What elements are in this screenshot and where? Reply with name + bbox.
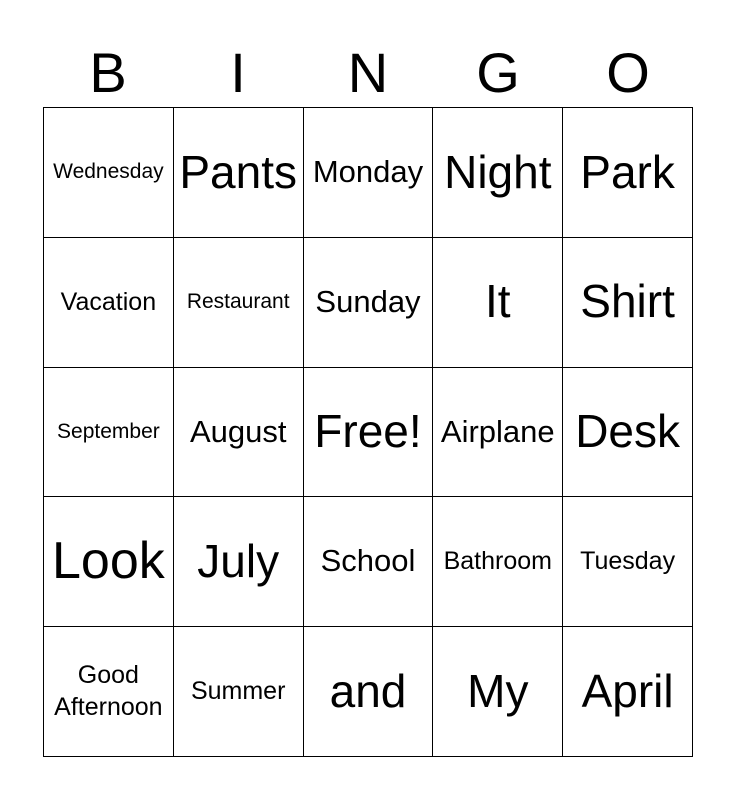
cell-label: Look: [52, 532, 165, 591]
cell-label: Shirt: [580, 275, 675, 328]
bingo-cell-r1c2[interactable]: [174, 108, 304, 238]
cell-label: Bathroom: [443, 547, 552, 576]
cell-label: Park: [580, 145, 675, 198]
cell-label: Night: [444, 145, 552, 198]
bingo-cell-r5c2[interactable]: [174, 627, 304, 757]
bingo-board: [43, 107, 693, 757]
bingo-cell-r2c3[interactable]: [304, 238, 434, 368]
bingo-cell-r2c2[interactable]: [174, 238, 304, 368]
cell-label: Wednesday: [53, 160, 164, 184]
cell-label: School: [320, 543, 416, 579]
header-letter-i: I: [230, 41, 246, 104]
bingo-cell-r4c5[interactable]: [563, 497, 693, 627]
bingo-cell-r4c2[interactable]: [174, 497, 304, 627]
cell-label: Monday: [312, 154, 424, 190]
bingo-cell-r5c5[interactable]: [563, 627, 693, 757]
cell-label: Tuesday: [580, 547, 676, 576]
header-letter-n: N: [347, 41, 389, 104]
bingo-cell-r4c1[interactable]: [44, 497, 174, 627]
bingo-cell-r5c3[interactable]: [304, 627, 434, 757]
header-letter-g: G: [476, 41, 520, 104]
header-letter-o: O: [606, 41, 650, 104]
cell-label: Vacation: [60, 287, 157, 316]
bingo-cell-r1c4[interactable]: [433, 108, 563, 238]
cell-label: Good Afternoon: [54, 661, 163, 721]
cell-label: It: [485, 275, 511, 328]
bingo-cell-r3c2[interactable]: [174, 368, 304, 498]
cell-label: and: [329, 664, 407, 717]
bingo-cell-r2c1[interactable]: [44, 238, 174, 368]
cell-label: Airplane: [440, 413, 555, 449]
cell-label: Pants: [179, 145, 298, 198]
cell-label: April: [581, 664, 674, 717]
bingo-cell-r1c5[interactable]: [563, 108, 693, 238]
cell-label: My: [467, 664, 529, 717]
bingo-cell-r1c3[interactable]: [304, 108, 434, 238]
cell-label: Summer: [190, 676, 286, 705]
header-letter-b: B: [89, 41, 127, 104]
bingo-cell-r4c4[interactable]: [433, 497, 563, 627]
bingo-cell-r3c5[interactable]: [563, 368, 693, 498]
bingo-cell-r3c4[interactable]: [433, 368, 563, 498]
bingo-cell-r2c4[interactable]: [433, 238, 563, 368]
cell-label: September: [57, 419, 160, 443]
cell-label: July: [197, 535, 280, 588]
bingo-cell-r2c5[interactable]: [563, 238, 693, 368]
bingo-header: [43, 40, 693, 106]
cell-label: Desk: [575, 405, 680, 458]
bingo-cell-r4c3[interactable]: [304, 497, 434, 627]
cell-label: August: [189, 413, 287, 449]
free-space-label: Free!: [314, 405, 422, 458]
bingo-cell-r5c1[interactable]: [44, 627, 174, 757]
cell-label: Restaurant: [186, 290, 290, 314]
bingo-cell-r3c1[interactable]: [44, 368, 174, 498]
cell-label: Sunday: [315, 283, 421, 319]
bingo-cell-free[interactable]: [304, 368, 434, 498]
bingo-cell-r5c4[interactable]: [433, 627, 563, 757]
bingo-cell-r1c1[interactable]: [44, 108, 174, 238]
